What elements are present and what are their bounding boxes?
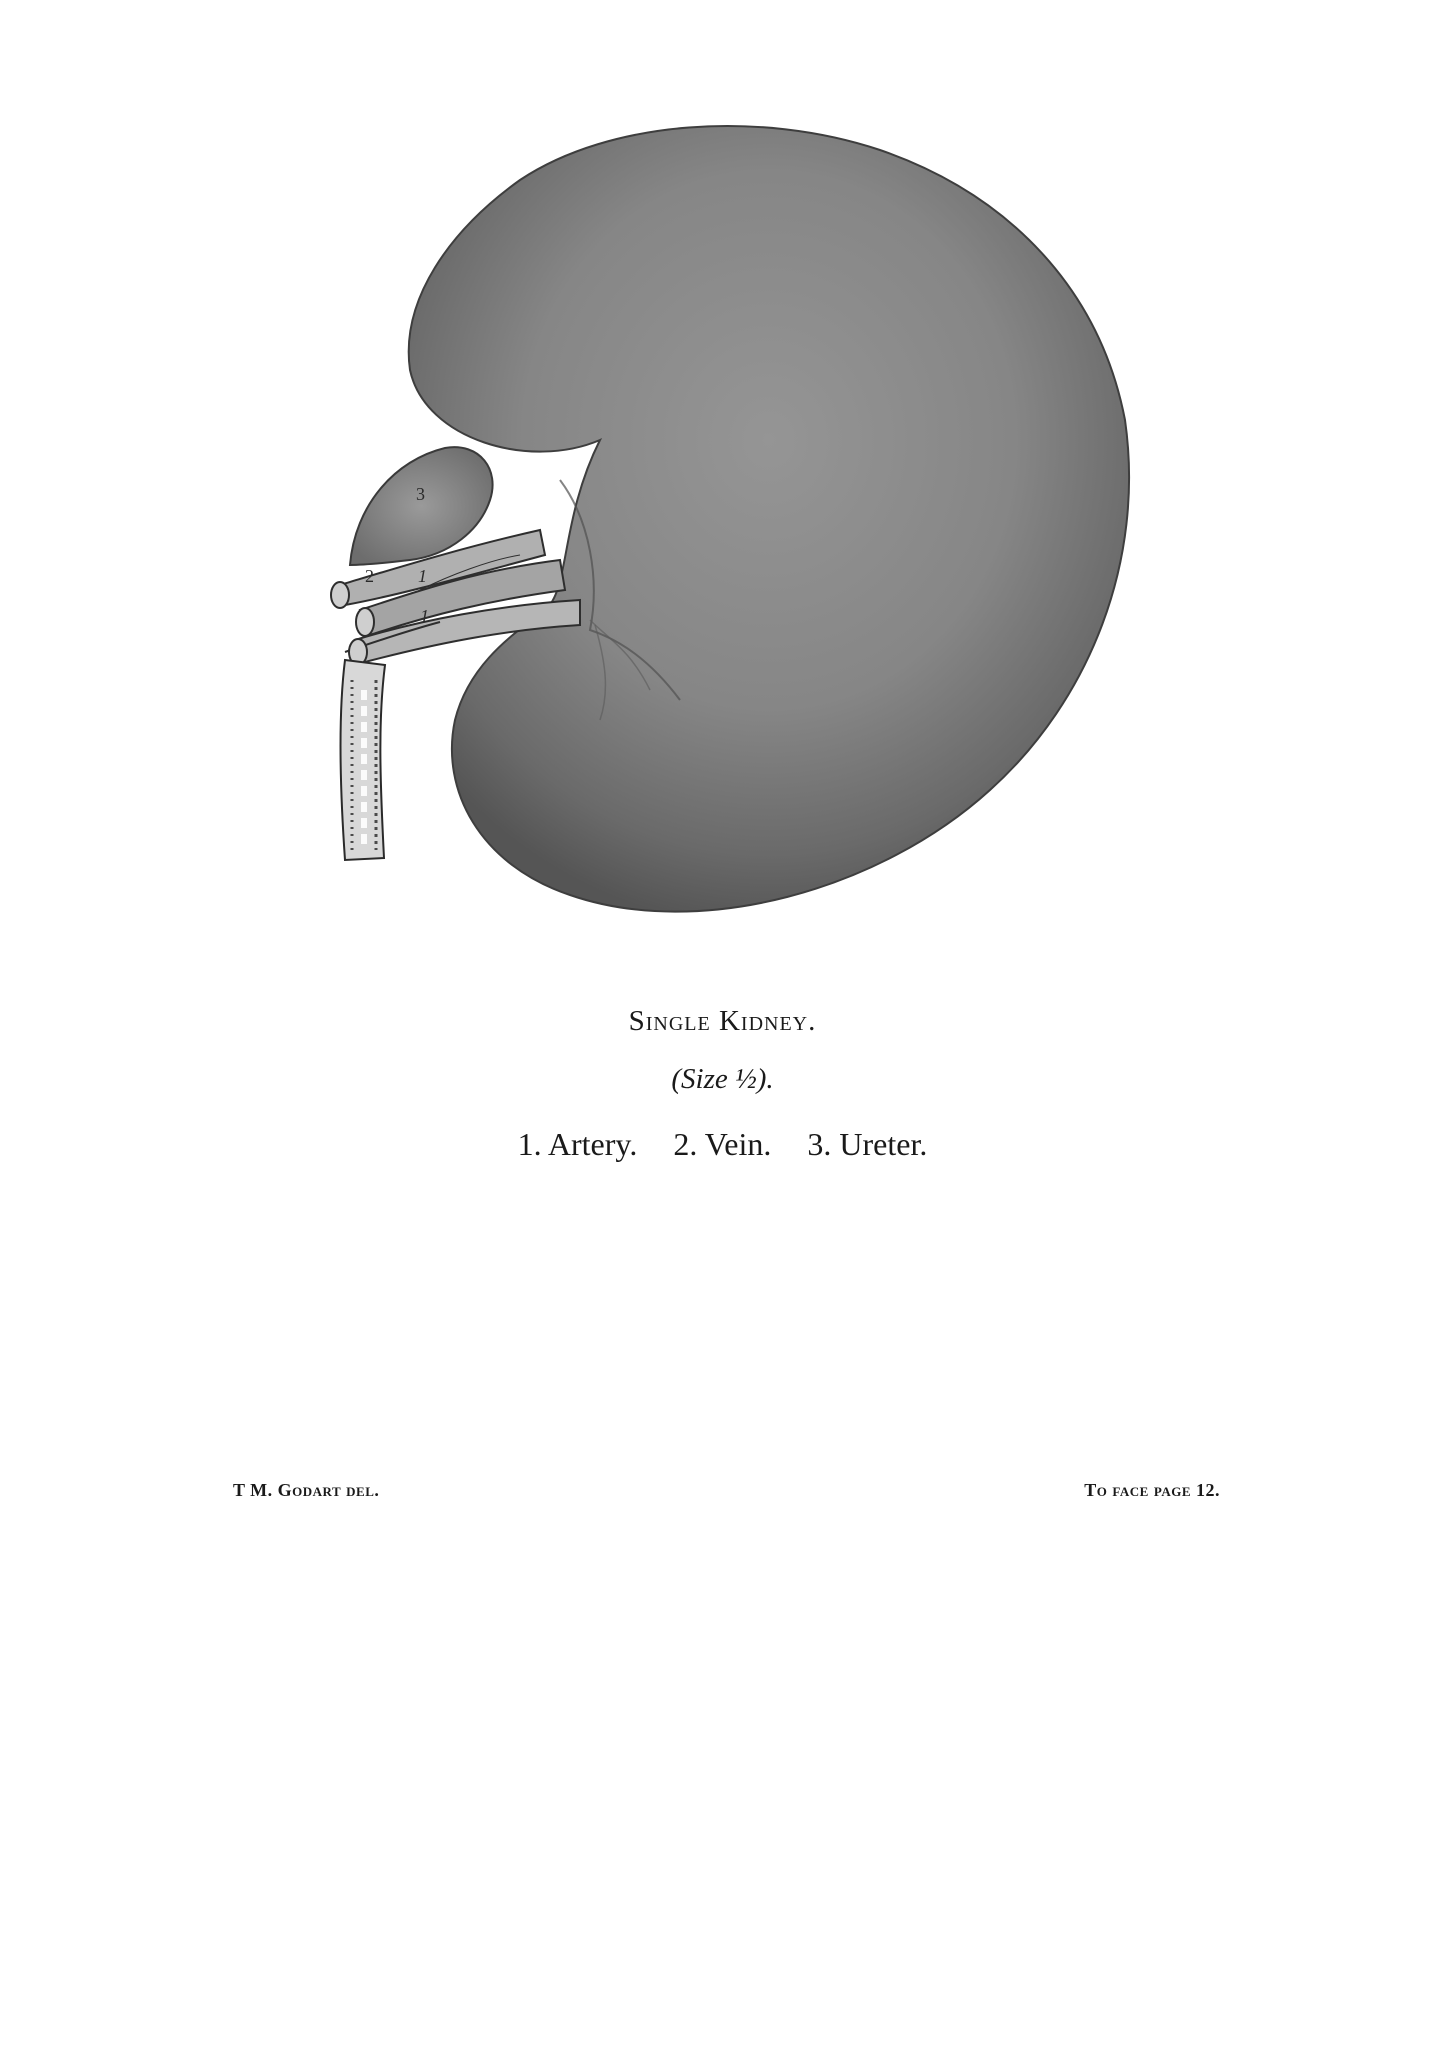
figure-legend xyxy=(0,1126,1445,1163)
legend-item-vein: 2. Vein. xyxy=(673,1126,772,1162)
figure-scale: (Size ½). xyxy=(671,1063,774,1095)
vessel-number-vein: 2 xyxy=(365,566,374,586)
kidney-illustration xyxy=(0,0,1445,960)
ureter-tube xyxy=(340,660,385,860)
vessel-number-artery-lower: 1 xyxy=(420,606,429,626)
page-reference: To face page 12. xyxy=(1084,1480,1220,1500)
vessel-number-ureter: 3 xyxy=(416,484,425,504)
artist-credit: T M. Godart del. xyxy=(233,1480,380,1500)
kidney-body xyxy=(409,126,1129,912)
legend-item-ureter: 3. Ureter. xyxy=(807,1126,928,1162)
figure-title: Single Kidney. xyxy=(628,1005,817,1037)
legend-item-artery: 1. Artery. xyxy=(517,1126,638,1162)
vessel-number-artery: 1 xyxy=(418,566,427,586)
